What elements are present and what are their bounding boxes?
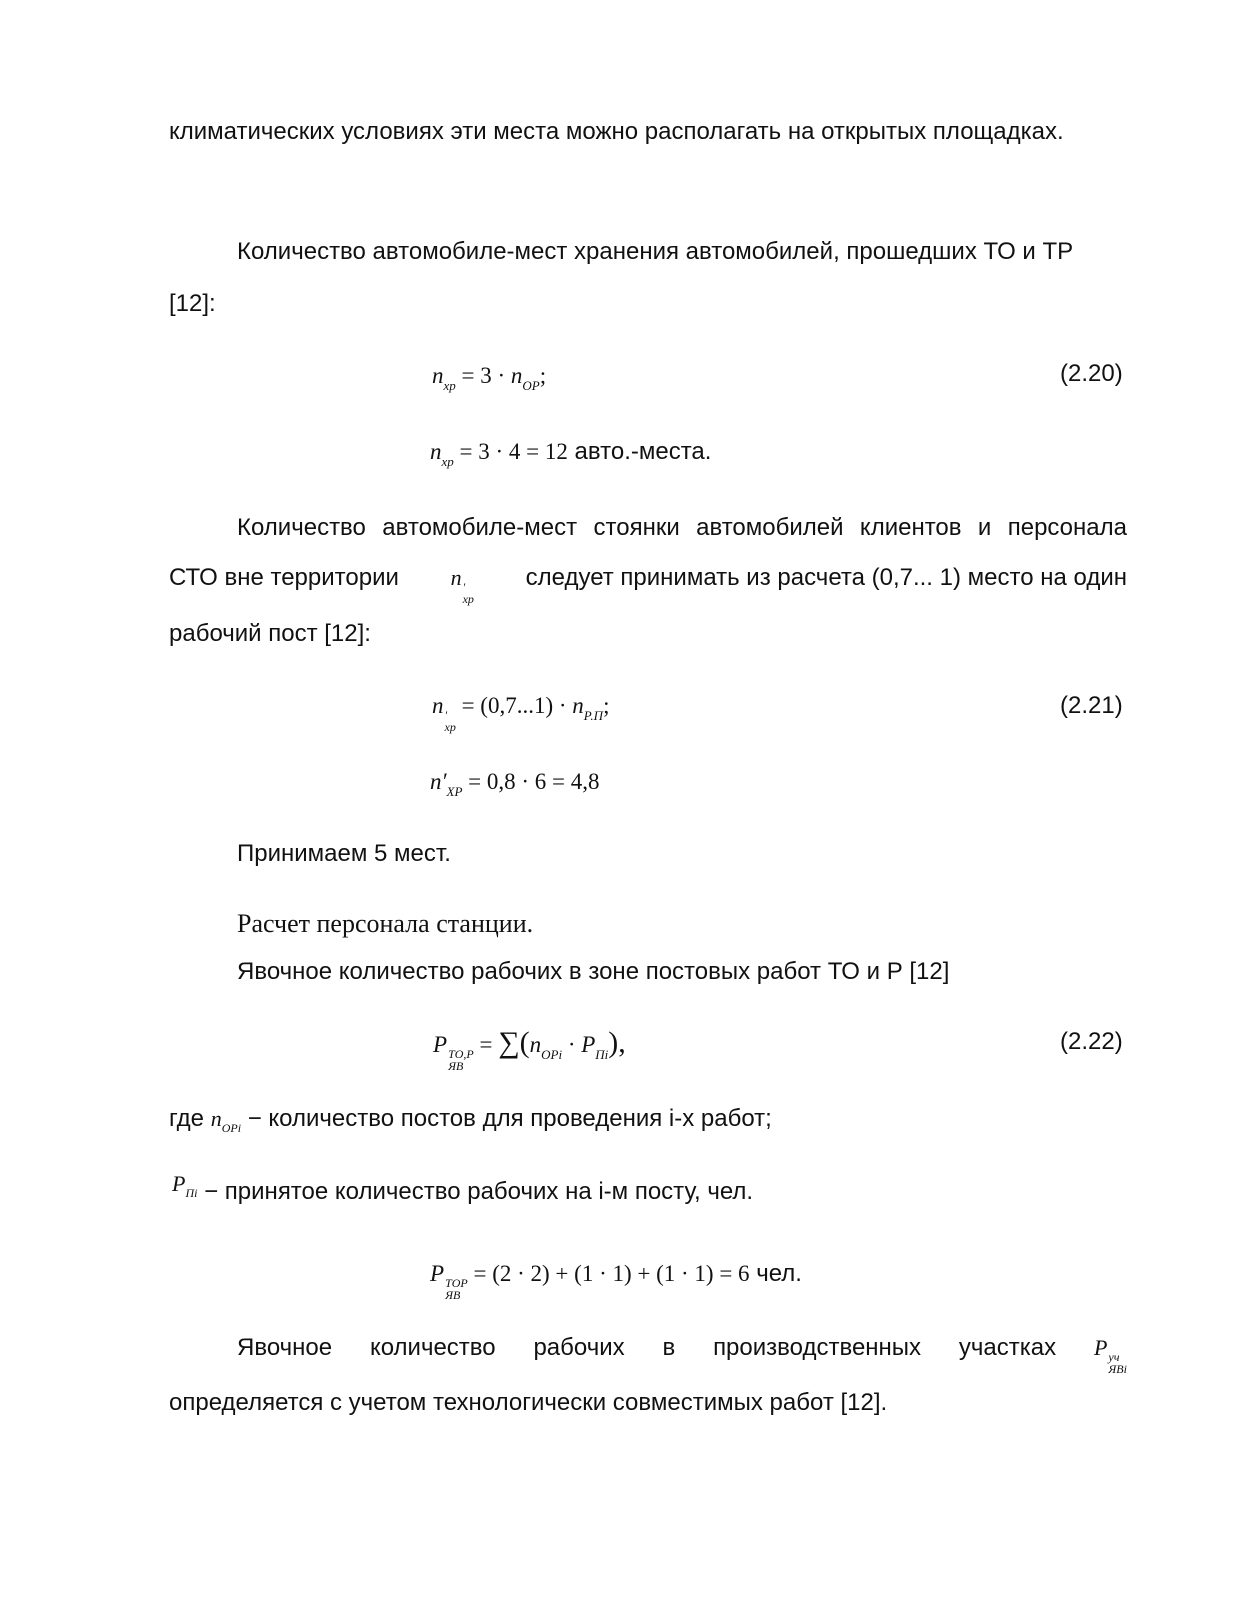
equation-2-22-calc: P ТОР ЯВ = (2 · 2) + (1 · 1) + (1 · 1) = 6 чел.: [430, 1260, 802, 1302]
paragraph-line: Принимаем 5 мест.: [237, 840, 451, 867]
equation-2-20: $n_{хр} = 3 \cdot n_{ОР}$;: [432, 363, 547, 393]
inline-math-pyavi: P уч ЯВi: [1093, 1335, 1127, 1376]
paragraph-line-justified: СТО вне территории n ' хр следует принимать из расчета (0,7... 1) место на один: [169, 564, 1127, 606]
inline-math-nopi: $n_{ОРi}$: [210, 1106, 242, 1135]
paragraph-line: Явочное количество рабочих в зоне постовых работ ТО и Р [12]: [237, 958, 950, 985]
definition-line: $P_{Пi}$ − принятое количество рабочих на i-м посту, чел.: [172, 1171, 754, 1205]
inline-math-nxp: n ' хр: [450, 565, 474, 606]
paragraph-line: климатических условиях эти места можно располагать на открытых площадках.: [169, 118, 1064, 145]
equation-number: (2.21): [1060, 692, 1123, 719]
definition-line: где $n_{ОРi}$ − количество постов для проведения i-х работ;: [169, 1105, 772, 1135]
equation-2-21: n ' хр = $(0,7...1) \cdot n_{Р.П}$;: [432, 693, 610, 734]
paragraph-line: рабочий пост [12]:: [169, 620, 371, 647]
equation-2-21-calc: $n'_{ХР} = 0,8 \cdot 6 = 4,8$: [430, 769, 600, 799]
section-heading: Расчет персонала станции.: [237, 909, 534, 938]
equation-number: (2.22): [1060, 1028, 1123, 1055]
paragraph-line: [12]:: [169, 290, 216, 317]
equation-2-22: P ТО,Р ЯВ = $\sum(n_{ОРi} \cdot P_{Пi})$,: [433, 1026, 626, 1073]
paragraph-line-justified: Явочное количество рабочих в производственных участках P уч ЯВi: [237, 1334, 1127, 1376]
inline-math-ppi: $P_{Пi}$: [172, 1171, 198, 1200]
equation-2-20-calc: $n_{хр} = 3 \cdot 4 = 12$ авто.-места.: [430, 438, 712, 469]
paragraph-line-justified: Количество автомобиле-мест стоянки автомобилей клиентов и персонала: [237, 514, 1127, 541]
equation-number: (2.20): [1060, 360, 1123, 387]
paragraph-line: Количество автомобиле-мест хранения автомобилей, прошедших ТО и ТР: [237, 238, 1074, 265]
paragraph-line: определяется с учетом технологически совместимых работ [12].: [169, 1389, 888, 1416]
